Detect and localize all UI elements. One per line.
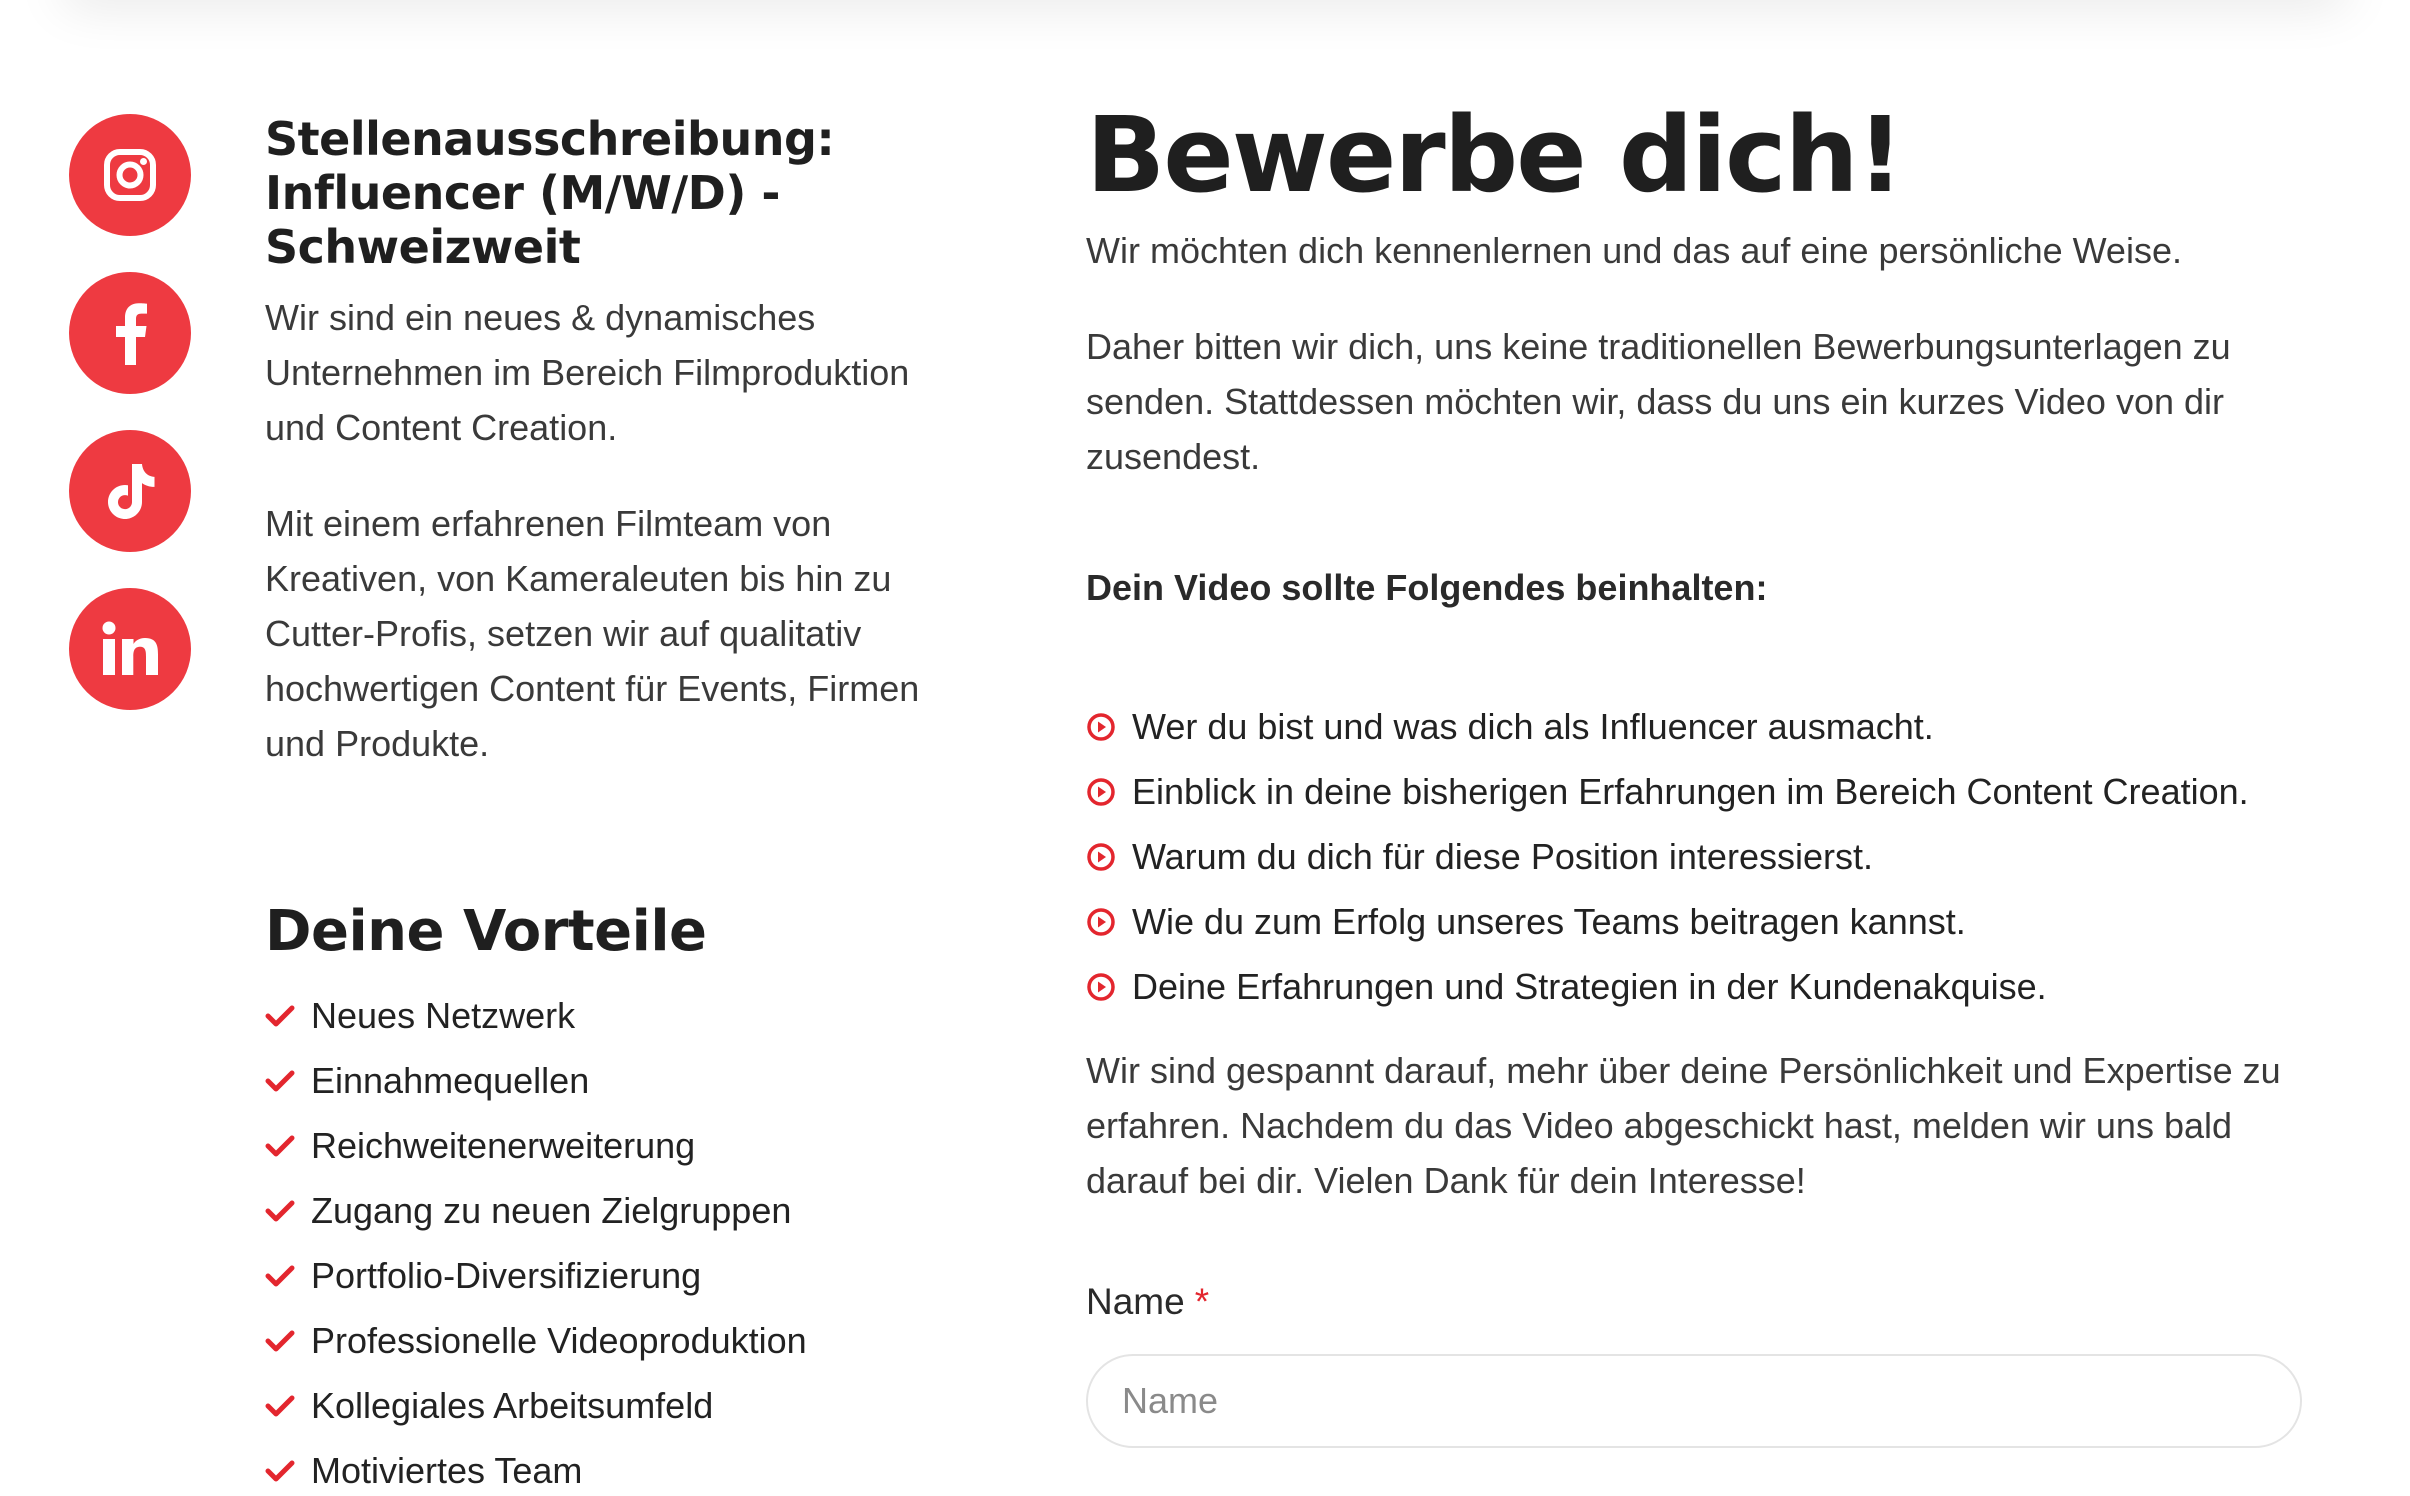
list-item: [265, 1048, 807, 1113]
play-circle-icon: [1086, 907, 1116, 937]
list-item: [265, 983, 807, 1048]
list-item: [1086, 824, 2316, 889]
benefit-label: Portfolio-Diversifizierung: [311, 1254, 702, 1296]
list-item: [1086, 954, 2316, 1019]
application-section: [1086, 95, 2316, 1448]
job-intro-text: Wir sind ein neues & dynamisches Unternehmen im Bereich Filmproduktion und Content Creation.: [265, 297, 910, 448]
facebook-icon: [110, 301, 150, 365]
video-requirements-list: [1086, 694, 2316, 1019]
list-item: [265, 1243, 807, 1308]
apply-instructions-text: Daher bitten wir dich, uns keine traditionellen Bewerbungsunterlagen zu senden. Stattdessen möchten wir, dass du uns ein kurzes Video von dir zusendest.: [1086, 326, 2231, 477]
required-marker: *: [1194, 1281, 1210, 1322]
benefit-label: Reichweitenerweiterung: [311, 1124, 696, 1166]
list-item: [265, 1373, 807, 1438]
job-team-text: Mit einem erfahrenen Filmteam von Kreativen, von Kameraleuten bis hin zu Cutter-Profis, setzen wir auf qualitativ hochwertigen Content für Events, Firmen und Produkte.: [265, 503, 920, 764]
requirement-label: Einblick in deine bisherigen Erfahrungen im Bereich Content Creation.: [1132, 770, 2249, 812]
play-circle-icon: [1086, 842, 1116, 872]
linkedin-button[interactable]: [69, 588, 191, 710]
benefit-label: Professionelle Videoproduktion: [311, 1319, 807, 1361]
play-circle-icon: [1086, 972, 1116, 1002]
requirement-label: Deine Erfahrungen und Strategien in der Kundenakquise.: [1132, 965, 2047, 1007]
check-icon: [265, 1001, 295, 1031]
job-title: Stellenausschreibung: Influencer (M/W/D) - Schweizweit: [265, 112, 835, 274]
benefit-label: Kollegiales Arbeitsumfeld: [311, 1384, 714, 1426]
linkedin-icon: [101, 621, 159, 677]
name-label-text: Name: [1086, 1281, 1185, 1322]
list-item: [1086, 694, 2316, 759]
benefit-label: Einnahmequellen: [311, 1059, 590, 1101]
benefit-label: Motiviertes Team: [311, 1449, 583, 1491]
social-links: [69, 114, 191, 746]
facebook-button[interactable]: [69, 272, 191, 394]
name-field-label: [1086, 1280, 2316, 1324]
apply-closing-text: Wir sind gespannt darauf, mehr über deine Persönlichkeit und Expertise zu erfahren. Nachdem du das Video abgeschickt hast, melden wir uns bald darauf bei dir. Vielen Dank für dein Interesse!: [1086, 1050, 2281, 1201]
play-circle-icon: [1086, 712, 1116, 742]
play-circle-icon: [1086, 777, 1116, 807]
job-description: [265, 112, 955, 771]
list-item: [265, 1113, 807, 1178]
page-title: Bewerbe dich!: [1086, 94, 1903, 216]
name-input[interactable]: [1086, 1354, 2302, 1448]
list-item: [265, 1308, 807, 1373]
check-icon: [265, 1326, 295, 1356]
apply-intro-text: Wir möchten dich kennenlernen und das auf eine persönliche Weise.: [1086, 230, 2182, 271]
requirement-label: Wer du bist und was dich als Influencer ausmacht.: [1132, 705, 1934, 747]
benefit-label: Neues Netzwerk: [311, 994, 576, 1036]
tiktok-icon: [103, 461, 157, 521]
tiktok-button[interactable]: [69, 430, 191, 552]
benefit-label: Zugang zu neuen Zielgruppen: [311, 1189, 792, 1231]
list-item: [265, 1178, 807, 1243]
check-icon: [265, 1131, 295, 1161]
list-item: [1086, 759, 2316, 824]
check-icon: [265, 1391, 295, 1421]
list-item: [265, 1438, 807, 1496]
requirement-label: Warum du dich für diese Position interessierst.: [1132, 835, 1873, 877]
instagram-button[interactable]: [69, 114, 191, 236]
video-requirements-title: Dein Video sollte Folgendes beinhalten:: [1086, 567, 1768, 608]
benefits-title: Deine Vorteile: [265, 899, 707, 964]
check-icon: [265, 1261, 295, 1291]
check-icon: [265, 1456, 295, 1486]
list-item: [1086, 889, 2316, 954]
benefits-list: [265, 983, 807, 1496]
instagram-icon: [102, 147, 158, 203]
requirement-label: Wie du zum Erfolg unseres Teams beitragen kannst.: [1132, 900, 1966, 942]
check-icon: [265, 1196, 295, 1226]
check-icon: [265, 1066, 295, 1096]
